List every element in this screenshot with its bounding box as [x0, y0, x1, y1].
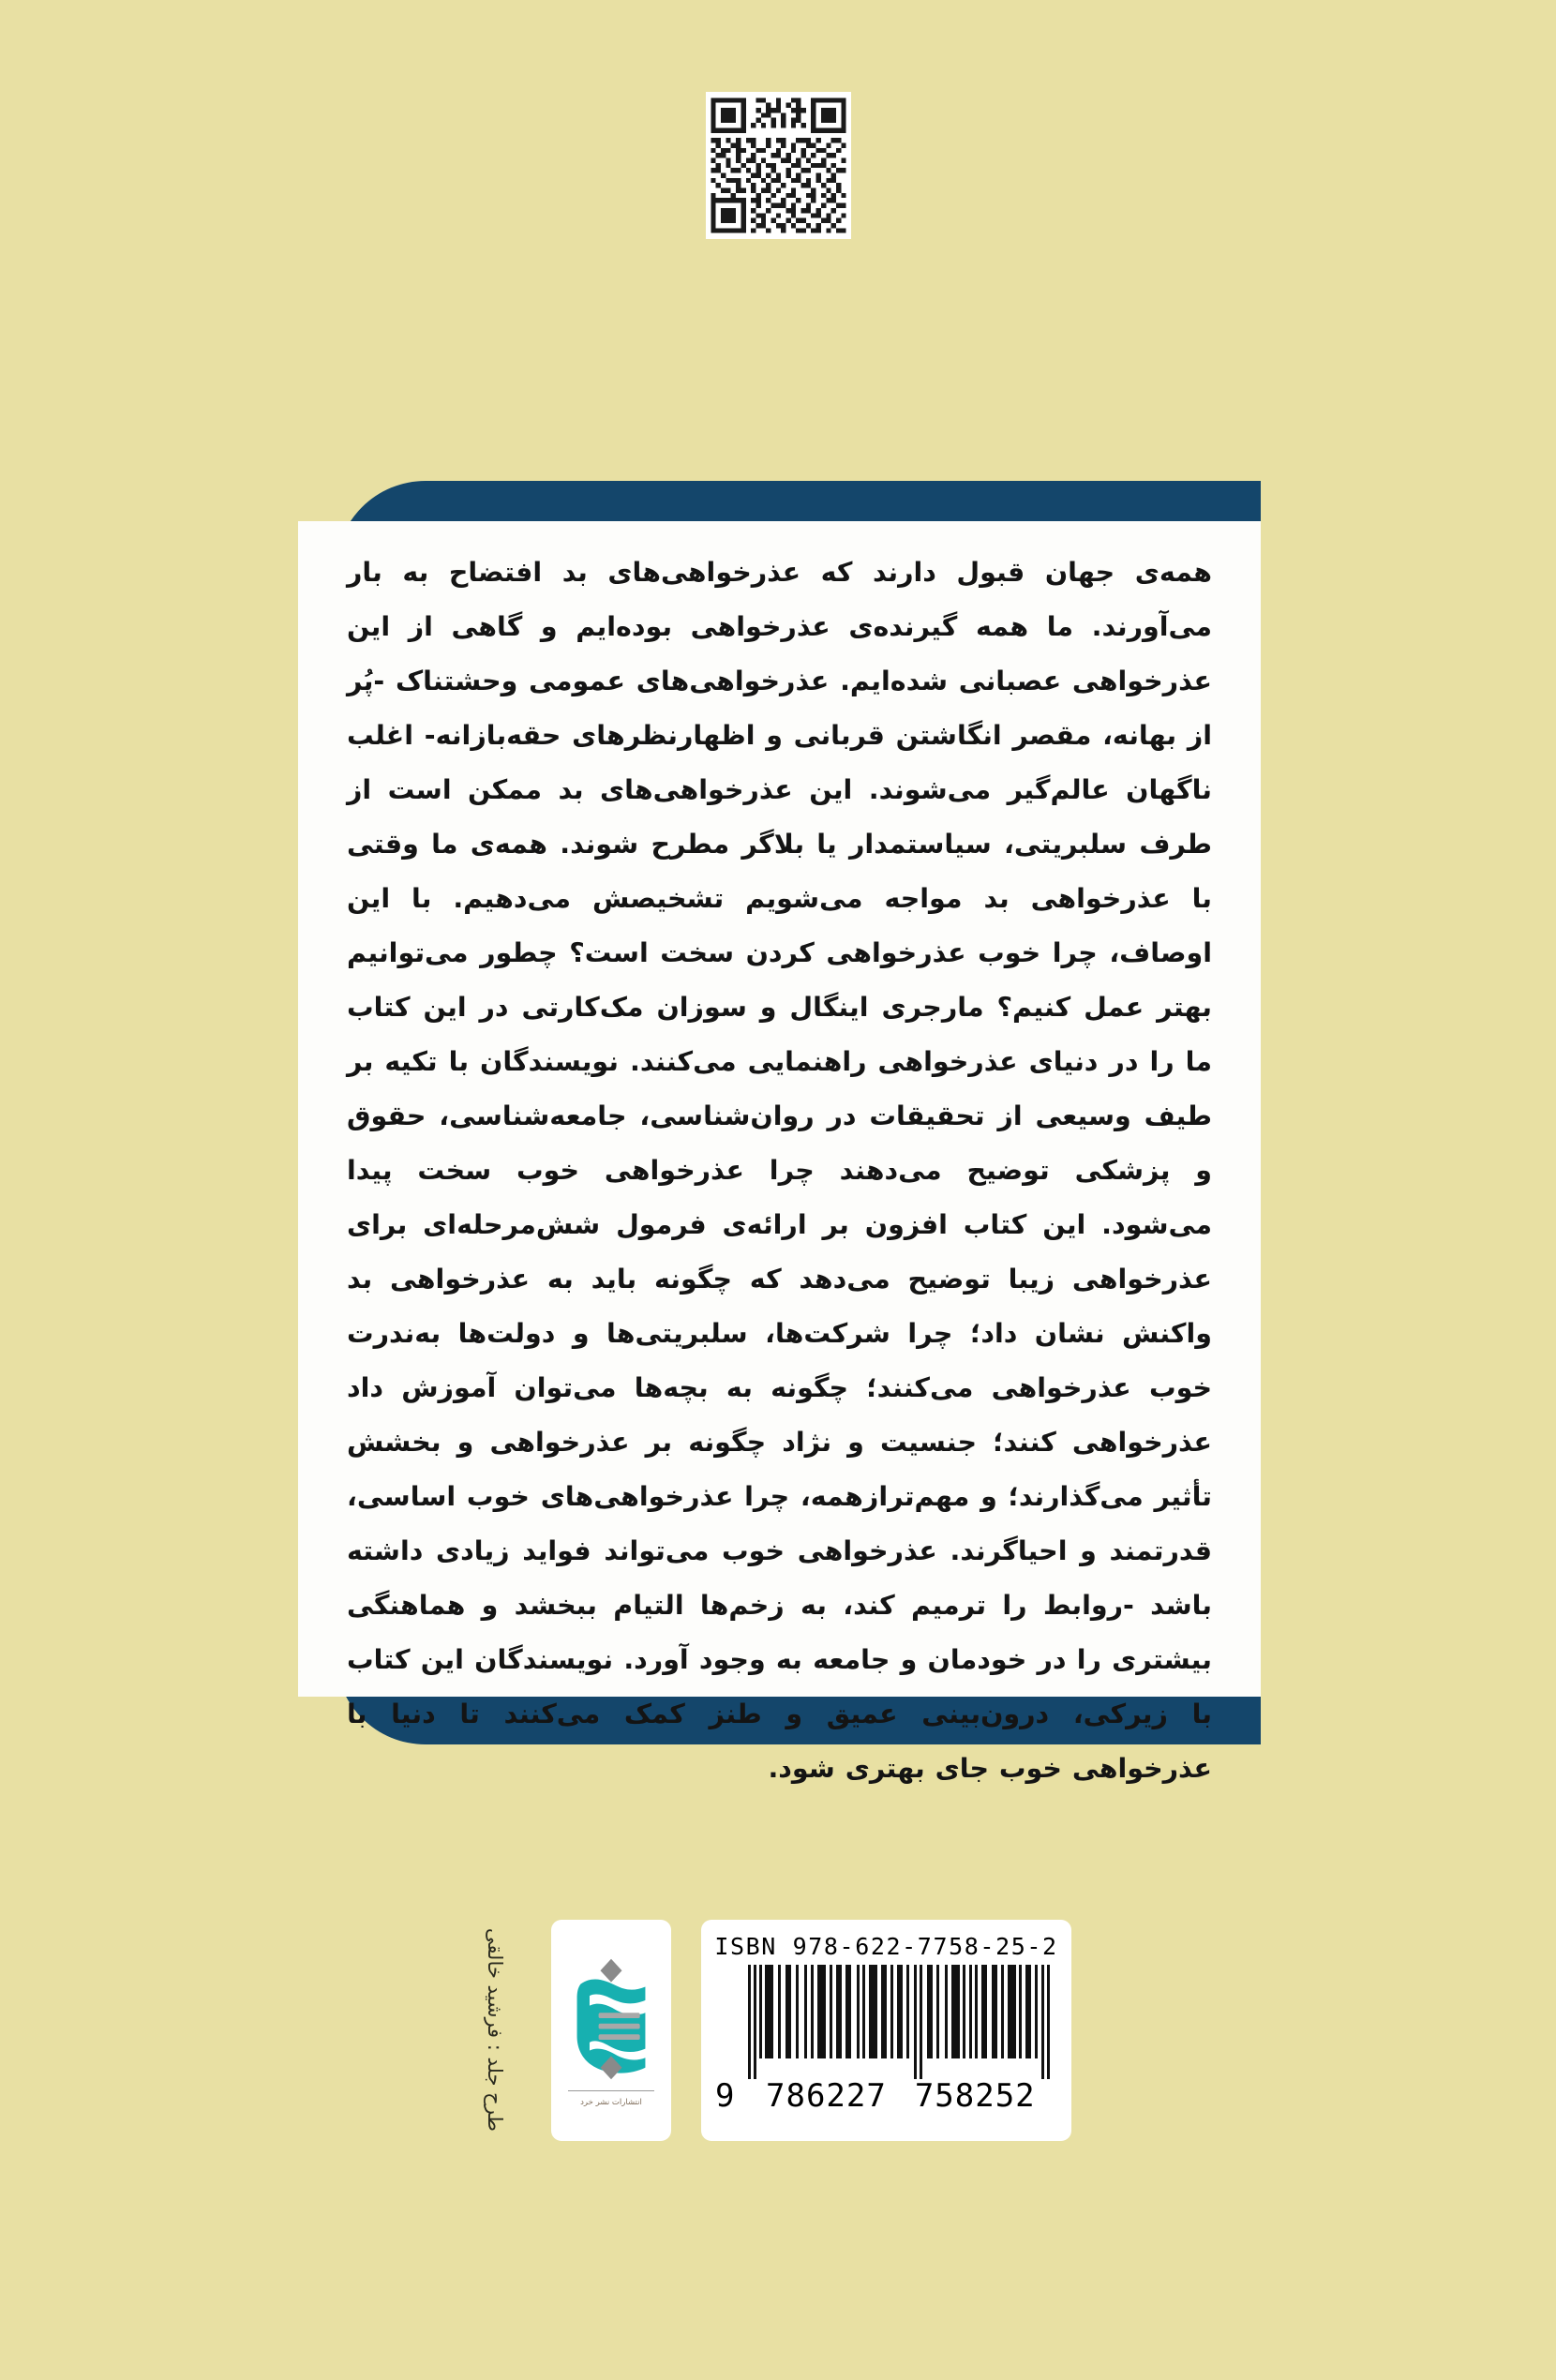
publisher-name: انتشارات نشر خرد	[580, 2098, 642, 2107]
publisher-logo-icon	[566, 1953, 656, 2085]
publisher-logo-card	[551, 1920, 671, 2141]
back-cover-card	[298, 481, 1261, 1784]
isbn-number: ISBN 978-622-7758-25-2	[714, 1933, 1058, 1960]
blurb-paragraph	[298, 521, 1261, 1784]
qr-code[interactable]	[706, 92, 851, 239]
blurb-body: همه‌ی جهان قبول دارند که عذرخواهی‌های بد افتضاح به بار می‌آورند. ما همه گیرنده‌ی عذرخواهی بوده‌ایم و گاهی از این عذرخواهی عصبانی شده‌ایم. عذرخواهی‌های عمومی وحشتناک -پُر از بهانه، مقصر انگاشتن قربانی و اظهارنظرهای حقه‌بازانه- اغلب ناگهان عالم‌گیر می‌شوند. این عذرخواهی‌های بد ممکن است از طرف سلبریتی، سیاستمدار یا بلاگر مطرح شوند. همه‌ی ما وقتی با عذرخواهی بد مواجه می‌شویم تشخیصش می‌دهیم. با این اوصاف، چرا خوب عذرخواهی کردن سخت است؟ چطور می‌توانیم بهتر عمل کنیم؟ مارجری اینگال و سوزان مک‌کارتی در این کتاب ما را در دنیای عذرخواهی راهنمایی می‌کنند. نویسندگان با تکیه بر طیف وسیعی از تحقیقات در روان‌شناسی، جامعه‌شناسی، حقوق و پزشکی توضیح می‌دهند چرا عذرخواهی خوب سخت پیدا می‌شود. این کتاب افزون بر ارائه‌ی فرمول شش‌مرحله‌ای برای عذرخواهی زیبا توضیح می‌دهد که چگونه باید به عذرخواهی بد واکنش نشان داد؛ چرا شرکت‌ها، سلبریتی‌ها و دولت‌ها به‌ندرت خوب عذرخواهی می‌کنند؛ چگونه به بچه‌ها می‌توان آموزش داد عذرخواهی کنند؛ جنسیت و نژاد چگونه بر عذرخواهی و بخشش تأثیر می‌گذارند؛ و مهم‌ترازهمه، چرا عذرخواهی‌های خوب اساسی، قدرتمند و احیاگرند. عذرخواهی خوب می‌تواند فواید زیادی داشته باشد -روابط را ترمیم کند، به زخم‌ها التیام ببخشد و هماهنگی بیشتری را در خودمان و جامعه به وجود آورد. نویسندگان این کتاب با زیرکی، درون‌بینی عمیق و طنز کمک می‌کنند تا دنیا با عذرخواهی خوب جای بهتری شود.	[347, 557, 1212, 1784]
ean13-barcode-icon	[720, 1965, 1053, 2079]
logo-divider	[568, 2090, 654, 2091]
footer	[0, 1905, 1556, 2156]
qr-code-icon	[706, 92, 851, 239]
barcode-group-2: 758252	[914, 2077, 1036, 2115]
barcode-lead-digit: 9	[715, 2077, 735, 2115]
cover-design-credit: طرح جلد : فرشید خالقی	[484, 1927, 506, 2132]
isbn-barcode-card	[701, 1920, 1071, 2141]
barcode-digits	[715, 2078, 1057, 2114]
barcode-group-1: 786227	[766, 2077, 887, 2115]
